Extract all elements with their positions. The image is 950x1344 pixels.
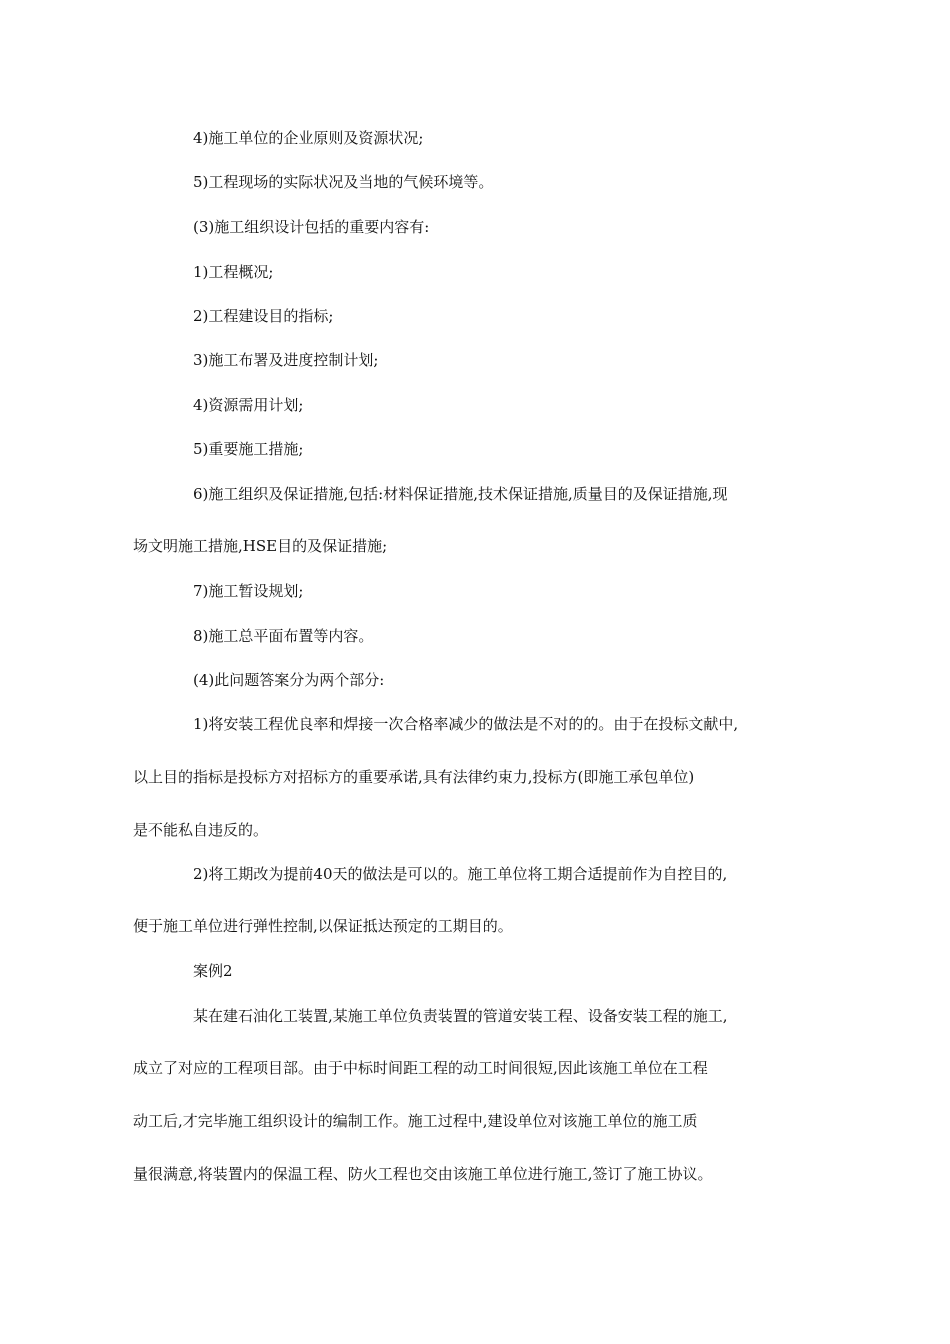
text-line: 1)工程概况; (193, 263, 274, 281)
text-line: 动工后,才完毕施工组织设计的编制工作。施工过程中,建设单位对该施工单位的施工质 (133, 1112, 698, 1130)
text-line: 场文明施工措施,HSE目的及保证措施; (133, 537, 388, 555)
text-line: 3)施工布署及进度控制计划; (193, 351, 379, 369)
text-line: 5)重要施工措施; (193, 440, 304, 458)
text-line: 4)施工单位的企业原则及资源状况; (193, 129, 424, 147)
text-line: 7)施工暂设规划; (193, 582, 304, 600)
text-line: 6)施工组织及保证措施,包括:材料保证措施,技术保证措施,质量目的及保证措施,现 (193, 485, 728, 503)
text-line: 1)将安装工程优良率和焊接一次合格率减少的做法是不对的的。由于在投标文献中, (193, 715, 739, 733)
text-line: 成立了对应的工程项目部。由于中标时间距工程的动工时间很短,因此该施工单位在工程 (133, 1059, 708, 1077)
text-line: 4)资源需用计划; (193, 396, 304, 414)
text-line: 以上目的指标是投标方对招标方的重要承诺,具有法律约束力,投标方(即施工承包单位) (133, 768, 695, 786)
text-line: 案例2 (193, 962, 233, 980)
text-line: 2)工程建设目的指标; (193, 307, 334, 325)
text-line: (4)此问题答案分为两个部分: (193, 671, 385, 689)
text-line: (3)施工组织设计包括的重要内容有: (193, 218, 430, 236)
text-line: 5)工程现场的实际状况及当地的气候环境等。 (193, 173, 494, 191)
text-line: 便于施工单位进行弹性控制,以保证抵达预定的工期目的。 (133, 917, 513, 935)
text-line: 2)将工期改为提前40天的做法是可以的。施工单位将工期合适提前作为自控目的, (193, 865, 728, 883)
text-line: 量很满意,将装置内的保温工程、防火工程也交由该施工单位进行施工,签订了施工协议。 (133, 1165, 713, 1183)
text-line: 是不能私自违反的。 (133, 821, 269, 839)
text-line: 8)施工总平面布置等内容。 (193, 627, 374, 645)
text-line: 某在建石油化工装置,某施工单位负责装置的管道安装工程、设备安装工程的施工, (193, 1007, 728, 1025)
